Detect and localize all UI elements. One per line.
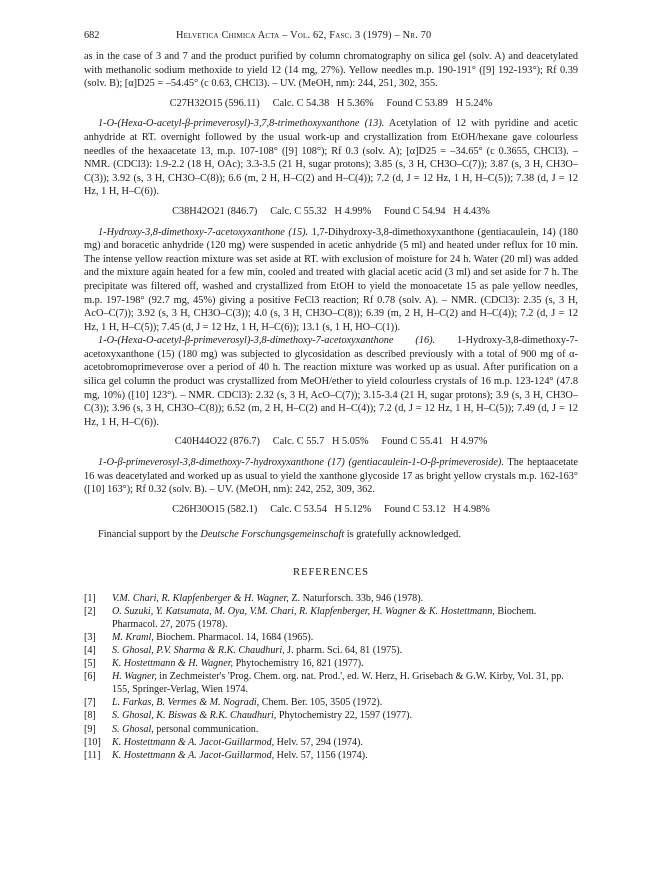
reference-source: Phytochemistry 16, 821 (1977). [233,658,364,670]
article-body [84,50,578,762]
reference-authors: O. Suzuki, Y. Katsumata, M. Oya, V.M. Chari, R. Klapfenberger, H. Wagner & K. Hostettmann, [112,605,495,617]
reference-number: [3] [84,631,96,643]
reference-source: in Zechmeister's 'Prog. Chem. org. nat. Prod.', ed. W. Herz, H. Grisebach & G.W. Kirby, Vol. 31, pp. 155, Springer-Verlag, Wien 1974. [112,671,564,696]
reference-item [84,592,578,605]
paragraph-compound-16 [84,334,578,429]
elemental-analysis-16: C40H44O22 (876.7) Calc. C 55.7 H 5.05% Found C 55.41 H 4.97% [174,436,488,448]
elemental-analysis-13: C38H42O21 (846.7) Calc. C 55.32 H 4.99% Found C 54.94 H 4.43% [172,205,490,217]
reference-authors: S. Ghosal, [112,723,154,735]
reference-source: Helv. 57, 294 (1974). [274,736,363,748]
elemental-analysis-17: C26H30O15 (582.1) Calc. C 53.54 H 5.12% Found C 53.12 H 4.98% [172,503,490,515]
compound-16-title: 1-O-(Hexa-O-acetyl-β-primeverosyl)-3,8-dimethoxy-7-acetoxyxanthone (16). [98,335,436,347]
reference-number: [4] [84,644,96,656]
reference-source: Chem. Ber. 105, 3505 (1972). [259,697,383,709]
reference-number: [6] [84,671,96,683]
reference-item [84,736,578,749]
reference-source: Phytochemistry 22, 1597 (1977). [276,710,413,722]
ack-funder: Deutsche Forschungsgemeinschaft [200,529,345,541]
reference-authors: M. Kraml, [112,631,154,643]
reference-source: Biochem. Pharmacol. 27, 2075 (1978). [112,605,537,630]
compound-17-text: The heptaacetate 16 was deacetylated and worked up as usual to yield the xanthone glycoside 17 as bright yellow crystals m.p. 162-163° ([10] 163°); Rf 0.32 (solv. B). – UV. (MeOH, nm): 242, 252, 309, 362. [84,457,578,496]
compound-13-title: 1-O-(Hexa-O-acetyl-β-primeverosyl)-3,7,8-trimethoxyxanthone (13). [98,118,385,130]
reference-item [84,657,578,670]
reference-item [84,605,578,631]
references-heading: REFERENCES [293,567,369,578]
reference-authors: S. Ghosal, K. Biswas & R.K. Chaudhuri, [112,710,277,722]
reference-number: [11] [84,749,101,761]
ack-pre: Financial support by the [98,529,201,541]
ack-post: is gratefully acknowledged. [344,529,461,541]
reference-number: [1] [84,592,96,604]
acknowledgement [84,528,578,542]
reference-source: Biochem. Pharmacol. 14, 1684 (1965). [153,631,314,643]
reference-list [84,592,578,762]
reference-item [84,644,578,657]
compound-13-text: Acetylation of 12 with pyridine and acetic anhydride at RT. overnight followed by the usual work-up and crystallization from EtOH/hexane gave colourless needles of the hexaacetate 13, m.p. 107-108° ([9] 108°); Rf 0.3 (solv. A); [α]D25 = –34.65° (c 0.3655, CHCl3). – NMR. (CDCl3): 1.9-2.2 (18 H, OAc); 3.3-3.5 (21 H, sugar protons); 3.85 (s, 3 H, CH3O–C(7)); 3.87 (s, 3 H, CH3O–C(3)); 3.92 (s, 3 H, CH3O–C(8)); 6.6 (m, 2 H, H–C(2) and H–C(4)); 7.2 (d, J = 12 Hz, 1 H, H–C(5)); 7.38 (d, J = 12 Hz, 1 H, H–C(6)). [84,118,578,198]
reference-source: Helv. 57, 1156 (1974). [274,749,368,761]
running-title: Helvetica Chimica Acta – Vol. 62, Fasc. 3 (1979) – Nr. 70 [176,30,432,41]
compound-16-text: 1-Hydroxy-3,8-dimethoxy-7-acetoxyxanthone (15) (180 mg) was subjected to glycosidation as described previously with a total of 900 mg of α-acetobromoprimeverose over a period of 40 h. The reaction mixture was worked up as usual. After purification on a silica gel column the product was crystallized from MeOH/ether to yield colourless crystals of 16 m.p. 123-124° (47.8 mg, 10%) ([10] 123°). – NMR. CDCl3): 2.32 (s, 3 H, AcO–C(7)); 3.15-3.4 (21 H, sugar protons); 3.9 (s, 3 H, CH3O–C(3)); 3.96 (s, 3 H, CH3O–C(8)); 6.52 (m, 2 H, H–C(2) and H–C(4)); 7.2 (d, J = 12 Hz, 1 H, H–C(5)); 7.49 (d, J = 12 Hz, 1 H, H–C(6)). [84,335,578,428]
paragraph-compound-13 [84,117,578,199]
reference-item [84,631,578,644]
compound-15-text: 1,7-Dihydroxy-3,8-dimethoxyxanthone (gentiacaulein, 14) (180 mg) and boracetic anhydride (120 mg) were suspended in acetic anhydride (5 ml) and heated under reflux for 10 min. The intense yellow reaction mixture was set aside at RT. with exclusion of moisture for 24 h. Water (20 ml) was added and the mixture again heated for a few min, cooled and treated with glacial acetic acid (3 ml) and set aside for 7 h. The precipitate was filtered off, washed and crystallized from EtOH to yield the monoacetate 15 as pale yellow needles, m.p. 197-198° (92.7 mg, 45%) giving a positive FeCl3 reaction; Rf 0.78 (solv. A). – NMR. (CDCl3): 2.35 (s, 3 H, AcO–C(7)); 3.92 (s, 3 H, CH3O–C(3)); 4.0 (s, 3 H, CH3O–C(8)); 6.39 (m, 2 H, H–C(2) and H–C(4)); 7.2 (d, J = 12 Hz, 1 H, H–C(5)); 7.45 (d, J = 12 Hz, 1 H, H–C(6)); 13.1 (s, 1 H, HO–C(1)). [84,226,578,333]
reference-item [84,749,578,762]
compound-17-title: 1-O-β-primeverosyl-3,8-dimethoxy-7-hydroxyxanthone (17) (gentiacaulein-1-O-β-primeveroside). [98,457,504,469]
compound-15-title: 1-Hydroxy-3,8-dimethoxy-7-acetoxyxanthone (15). [98,226,309,238]
reference-source: Z. Naturforsch. 33b, 946 (1978). [288,592,424,604]
reference-authors: L. Farkas, B. Vermes & M. Nogradi, [112,697,260,709]
reference-source: J. pharm. Sci. 64, 81 (1975). [284,644,403,656]
reference-item [84,696,578,709]
page-number: 682 [84,30,100,41]
reference-number: [2] [84,605,96,617]
paragraph-compound-17 [84,456,578,497]
reference-item [84,723,578,736]
reference-authors: V.M. Chari, R. Klapfenberger & H. Wagner, [112,592,289,604]
reference-number: [10] [84,736,101,748]
reference-authors: K. Hostettmann & A. Jacot-Guillarmod, [112,749,275,761]
reference-authors: K. Hostettmann & A. Jacot-Guillarmod, [112,736,275,748]
elemental-analysis-12: C27H32O15 (596.11) Calc. C 54.38 H 5.36% Found C 53.89 H 5.24% [169,97,493,109]
reference-authors: S. Ghosal, P.V. Sharma & R.K. Chaudhuri, [112,644,285,656]
paragraph-1: as in the case of 3 and 7 and the product purified by column chromatography on silica gel (solv. A) and deacetylated with methanolic sodium methoxide to yield 12 (14 mg, 27%). Yellow needles m.p. 190-191° ([9] 192-193°); Rf 0.39 (solv. B); [α]D25 = –54.45° (c 0.63, CHCl3). – UV. (MeOH, nm): 244, 251, 302, 355. [84,51,578,90]
paragraph-compound-15 [84,226,578,335]
reference-item [84,670,578,696]
reference-number: [5] [84,658,96,670]
reference-authors: H. Wagner, [112,671,157,683]
reference-item [84,709,578,722]
reference-number: [8] [84,710,96,722]
reference-number: [7] [84,697,96,709]
reference-source: personal communication. [153,723,259,735]
reference-authors: K. Hostettmann & H. Wagner, [112,658,234,670]
reference-number: [9] [84,723,96,735]
